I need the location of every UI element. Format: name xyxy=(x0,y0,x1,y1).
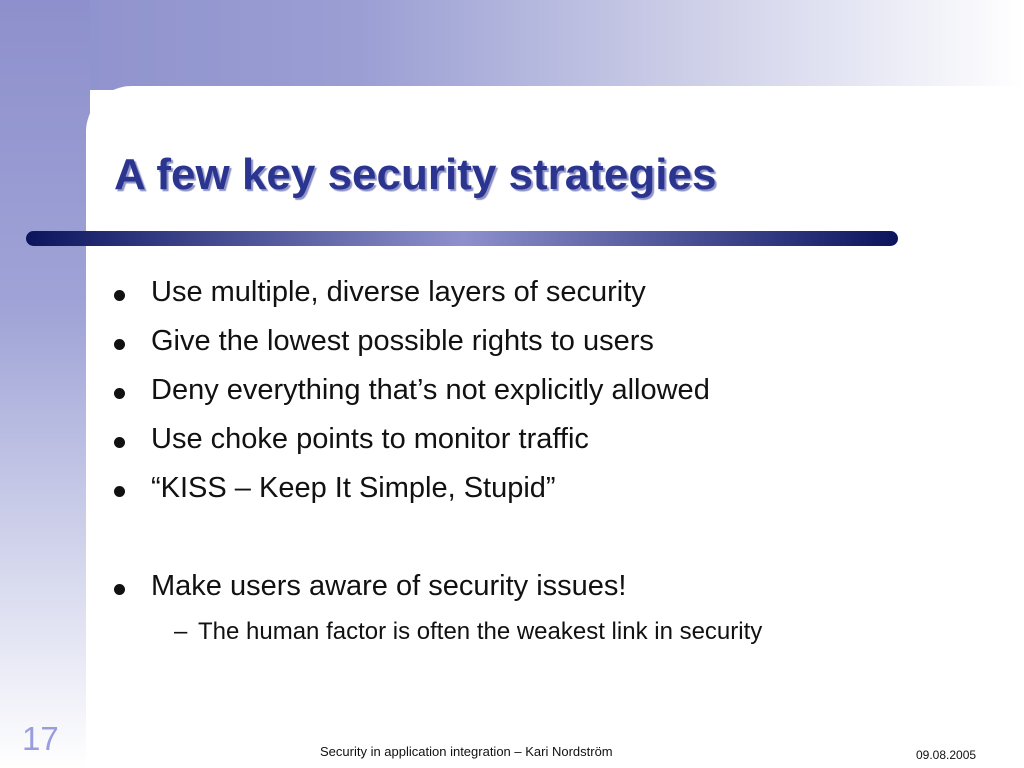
bullet-dot-icon xyxy=(114,584,125,595)
bullet-text: Use choke points to monitor traffic xyxy=(151,423,589,455)
dash-icon: – xyxy=(174,618,188,645)
bullet-dot-icon xyxy=(114,486,125,497)
bullet-text: Deny everything that’s not explicitly allowed xyxy=(151,374,710,406)
header-gradient-band xyxy=(0,0,1024,90)
bullet-dot-icon xyxy=(114,437,125,448)
bullet-dot-icon xyxy=(114,339,125,350)
slide-number: 17 xyxy=(22,720,59,757)
bullet-text: Use multiple, diverse layers of security xyxy=(151,276,646,308)
footer-text: Security in application integration – Kari Nordström xyxy=(320,744,613,759)
slide-title: A few key security strategies xyxy=(114,150,717,199)
left-gradient-band xyxy=(0,0,90,768)
bullet-text: “KISS – Keep It Simple, Stupid” xyxy=(151,472,556,504)
bullet-dot-icon xyxy=(114,388,125,399)
bullet-text: Make users aware of security issues! xyxy=(151,570,627,602)
bullet-dot-icon xyxy=(114,290,125,301)
sub-bullet-text: The human factor is often the weakest link in security xyxy=(198,618,763,645)
bullet-text: Give the lowest possible rights to users xyxy=(151,325,654,357)
footer-date: 09.08.2005 xyxy=(916,748,977,762)
title-divider-bar xyxy=(26,231,898,246)
